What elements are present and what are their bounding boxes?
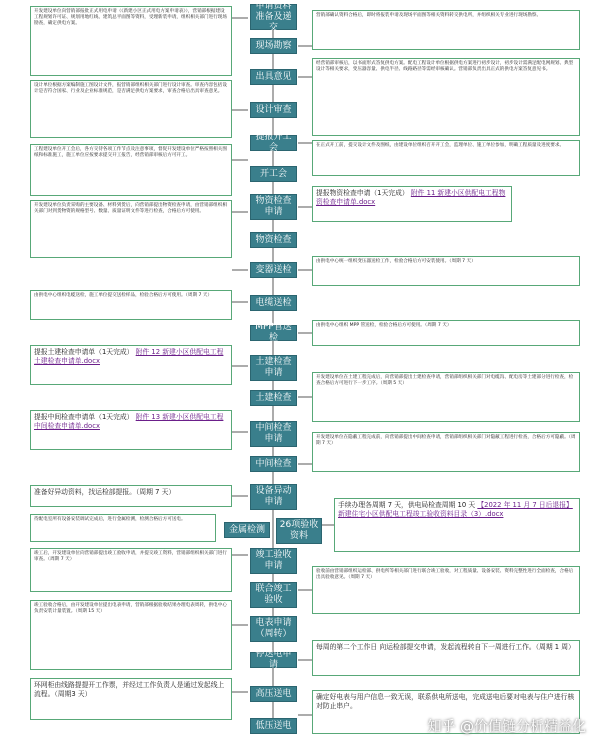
note-transformer-testing: 由供电中心统一组织变压器送检工作，检验合格后方可安装使用。（周期 7 天）: [312, 256, 580, 286]
note-civil-inspection: 开发建设单位在土建工程完成后，向营销部提出土建检查申请，营销部组织相关部门对电缆沟、配电房等土建部分进行检查，检查合格后方可进行下一步工序。（周期 5 天）: [312, 372, 580, 422]
step-kickoff: 开工会: [250, 166, 297, 182]
note-mpp-pipe-testing: 由供电中心组织 MPP 管送检，检验合格后方可使用。（周期 7 天）: [312, 320, 580, 346]
note-material-request-text: 提报物资检查申请（1天完成）: [316, 189, 409, 197]
watermark-text: 知乎 @价值链分析精益化: [427, 719, 586, 735]
step-metal-detection: 金属检测: [224, 522, 270, 538]
step-mpp-pipe-testing: MPP管送检: [250, 325, 297, 341]
note-lv-energize: 确定好电表与用户信息一致无误，联系供电所送电，完成送电后要对电表与住户进行核对防止串户。: [312, 690, 580, 734]
note-26-acceptance-docs: [334, 498, 580, 552]
step-26-acceptance-docs: 26项验收资料: [276, 518, 322, 544]
step-design-review: 设计审查: [250, 102, 297, 118]
note-cable-testing: 由供电中心组织电缆送检，施工单位提交送检样品，检验合格后方可使用。（周期 7 天）: [30, 290, 232, 320]
step-power-outage-request: 停送电申请: [250, 652, 297, 668]
step-midterm-inspection-request: 中间检查申请: [250, 421, 297, 447]
note-acceptance-text: 手续办理各周期 7 天，供电局检查周期 10 天: [338, 501, 476, 509]
acceptance-docs-attachment-link[interactable]: 【2022 年 11 月 7 日后退报】新建住宅小区供配电工程竣工验收资料目录（3）.docx: [338, 501, 573, 518]
step-submit-kickoff: 提报开工会: [250, 135, 297, 151]
step-site-survey: 现场勘察: [250, 38, 297, 54]
step-lv-energize: 低压送电: [250, 718, 297, 734]
note-midterm-text: 提报中间检查申请单（1天完成）: [34, 413, 134, 421]
note-hv-energize: 环网柜由线路提提开工作票，并经过工作负责人是通过发起线上流程。（周期3 天）: [30, 678, 232, 720]
note-metal-detection: 待配电室所有设备安装调试完成后，进行金属检测，检测合格后方可送电。: [30, 514, 216, 542]
note-issue-opinion: 经营销部审核后，以书面形式答复供电方案。配电工程设计单位根据供电方案进行初步设计，初步设计需满足配电网规划、典型设计等相关要求，变压器容量、供电半径、线路路径等需经审核确认。营销部负责出具正式的供电方案答复意见书。: [312, 58, 580, 136]
note-civil-text: 提报土建检查申请单（1天完成）: [34, 348, 134, 356]
step-completion-acceptance-request: 竣工验收申请: [250, 548, 297, 574]
note-midterm-inspection-request: [30, 410, 232, 450]
step-civil-inspection-request: 土建检查申请: [250, 355, 297, 381]
step-meter-request: 电表申请（周转）: [250, 616, 297, 642]
note-joint-completion: 验收前由营销部组织运检部、供电所等相关部门进行联合竣工验收，对工程质量、设备安装、资料完整性进行全面检查，合格后出具验收意见。（周期 7 天）: [312, 566, 580, 614]
note-kickoff: 工程建设单位开工会后，各方交待各项工作节点及注意事项，督促开发建设单位严格按照相关图纸和标准施工，施工单位应按要求提交开工报告，经营销部审核后方可开工。: [30, 144, 232, 196]
civil-inspection-attachment-link[interactable]: 附件 12 新建小区供配电工程土建检查申请单.docx: [34, 348, 224, 365]
note-meter-request: 竣工验收合格后，由开发建设单位提出电表申请，营销部根据验收结果办理电表周转，供电中心负责安装计量装置。（周期 15 天）: [30, 600, 232, 670]
step-equipment-change-request: 设备异动申请: [250, 484, 297, 510]
step-application: 申请资料准备及递交: [250, 4, 297, 30]
note-application: 开发建设单位向营销部报批正式用电申请（《新建小区正式用电方案申请表》），营销部根据建设工程规划许可证、规划用地红线、建筑总平面图等资料，受理新装申请，组织相关部门进行现场勘查，确定供电方案。: [30, 6, 232, 76]
step-issue-opinion: 出具意见: [250, 69, 297, 85]
note-design-review: 设计单位根据方案编制施工图设计文件，报营销部组织相关部门进行设计审查。审查内容包括设计是否符合国家、行业及企业标准规范，是否满足供电方案要求，审查合格后出具审查意见。: [30, 80, 232, 138]
step-hv-energize: 高压送电: [250, 686, 297, 702]
note-material-inspection-request: [312, 186, 512, 222]
note-site-survey: 营销部确认资料合格后，即时将报装申请及现场平面图等相关资料转交供电所，并组织相关专业进行现场勘察。: [312, 10, 580, 50]
step-civil-inspection: 土建检查: [250, 390, 297, 406]
step-transformer-testing: 变器送检: [250, 262, 297, 278]
material-inspection-attachment-link[interactable]: 附件 11 新建小区供配电工程物资检查申请单.docx: [316, 189, 506, 206]
step-material-inspection-request: 物资检查申请: [250, 194, 297, 220]
step-cable-testing: 电缆送检: [250, 295, 297, 311]
note-midterm-inspection: 开发建设单位在隐蔽工程完成前，向营销部提出中间检查申请，营销部组织相关部门对隐蔽工程进行检查，合格后方可隐蔽。（周期 7 天）: [312, 432, 580, 472]
midterm-inspection-attachment-link[interactable]: 附件 13 新建小区供配电工程中间检查申请单.docx: [34, 413, 224, 430]
step-joint-completion-acceptance: 联合竣工验收: [250, 582, 297, 608]
note-civil-inspection-request: [30, 345, 232, 385]
note-power-outage-request: 每周的第二个工作日 向运检部提交申请，发起流程转自下一周进行工作。（周期 1 周）: [312, 640, 580, 676]
note-submit-kickoff: 在正式开工前，提交设计文件及图纸，由建设单位组织召开开工会，监理单位、施工单位参加，明确工程质量及进度要求。: [312, 140, 580, 176]
step-material-inspection: 物资检查: [250, 232, 297, 248]
note-material-inspection: 开发建设单位负责采购的主要设备、材料到货后，向营销部提出物资检查申请，由营销部组织相关部门对到货物资的规格型号、数量、质量证明文件等进行检查，合格后方可使用。: [30, 200, 232, 258]
note-completion-request: 竣工后，开发建设单位向营销部提出竣工验收申请，并提交竣工资料，营销部组织相关部门进行审查。（周期 7 天）: [30, 548, 232, 592]
step-midterm-inspection: 中间检查: [250, 456, 297, 472]
note-equipment-change: 准备好异动资料，找运检部提报。（周期 7 天）: [30, 485, 232, 507]
